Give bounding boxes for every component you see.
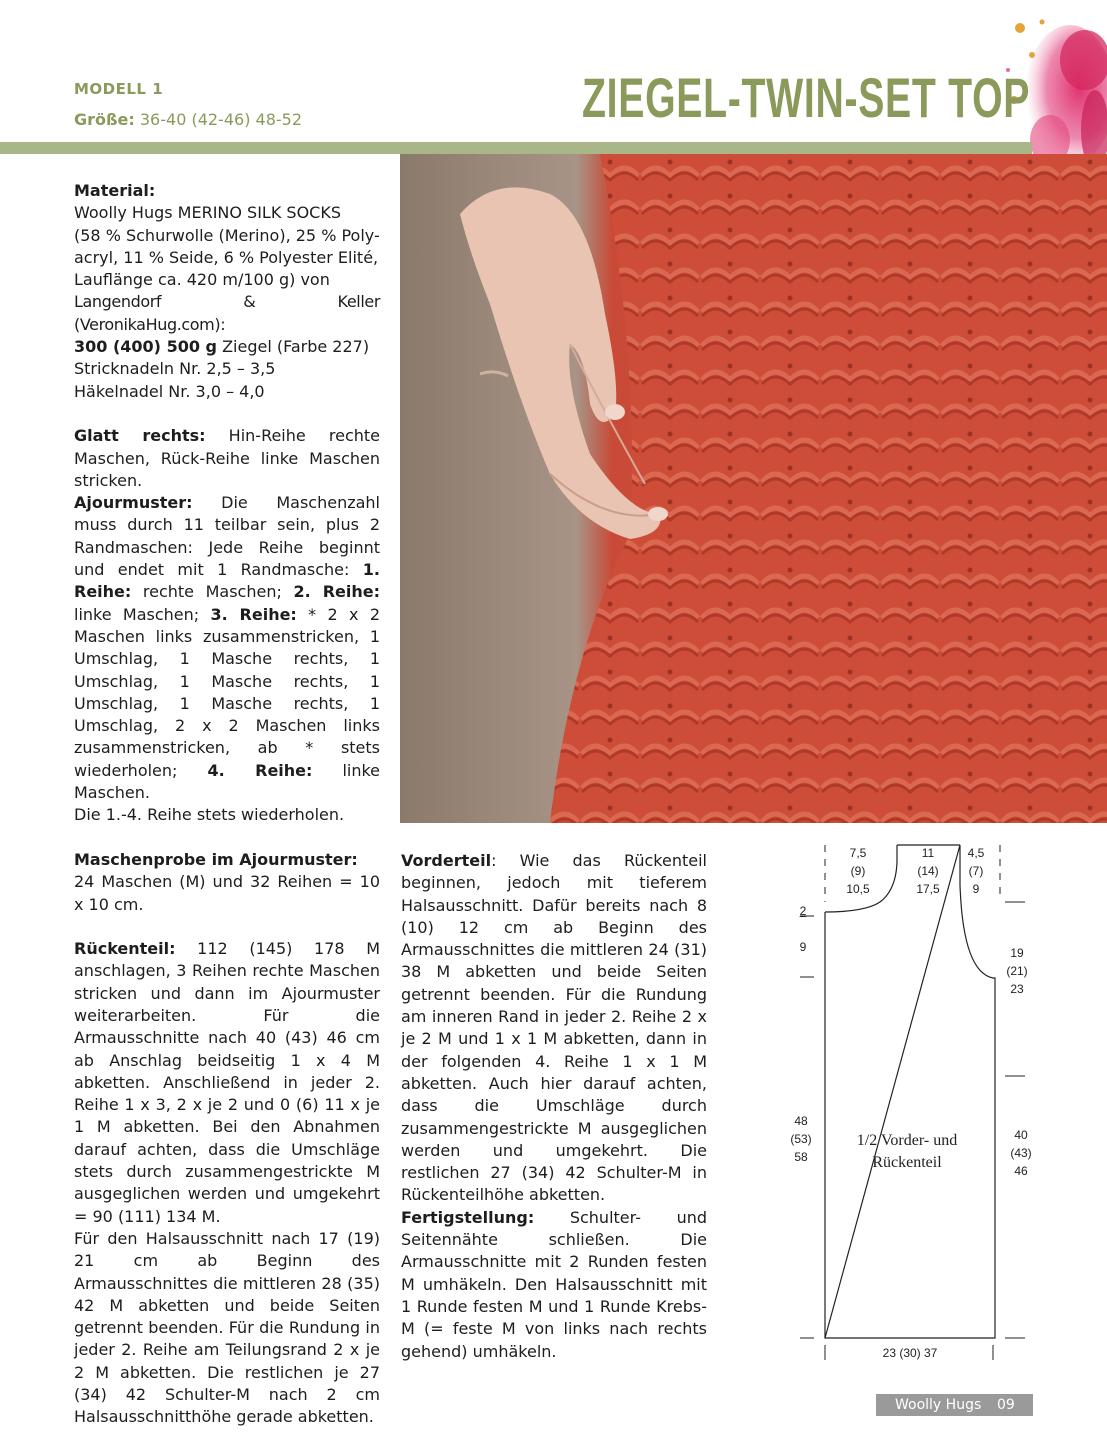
yarn-amount-color: Ziegel (Farbe 227)	[216, 337, 370, 357]
dim-bottom: 23 (30) 37	[882, 1346, 938, 1360]
ajour-heading: Ajourmuster:	[74, 493, 193, 513]
text-column-2	[401, 850, 707, 1363]
row-1-text: rechte Maschen;	[131, 582, 294, 602]
text-column-1	[74, 180, 380, 1429]
dim-right-arm: 19 (21) 23	[1006, 946, 1028, 996]
footer-brand: Woolly Hugs	[895, 1397, 982, 1413]
material-line: Woolly Hugs MERINO SILK SOCKS	[74, 203, 341, 223]
row-4-text: linke Maschen.	[74, 760, 381, 803]
vorder-text: : Wie das Rückenteil beginnen, jedoch mit tieferem Halsausschnitt. Dafür bereits nach 8 (10) 12 cm ab Beginn des Armausschnittes die mittleren 24 (31) 38 M abketten und beide Seiten getrennt beenden. Für die Rundung am inneren Rand in jeder 2. Reihe 2 x je 2 M und 1 x 1 M abketten, dann in der folgenden 4. Reihe 1 x 1 M abketten. Auch hier darauf achten, dass die Umschläge durch zusammengestrickte M ausgeglichen werden und umgekehrt. Die restlichen 27 (34) 42 Schulter-M in Rückenteilhöhe abketten.	[401, 851, 707, 1205]
fertig-text: Schulter- und Seitennähte schließen. Die Armausschnitte mit 2 Runden festen M umhäkeln. Den Halsausschnitt mit 1 Runde festen M und 1 Runde Krebs-M (= feste M von links nach rechts gehend) umhäkeln.	[401, 1207, 707, 1361]
dim-right-side: 40 (43) 46	[1010, 1128, 1032, 1178]
needles: Stricknadeln Nr. 2,5 – 3,5	[74, 359, 276, 379]
yarn-amount	[74, 336, 380, 358]
size-value: 36-40 (42-46) 48-52	[139, 110, 303, 129]
page-title: ZIEGEL-TWIN-SET TOP	[582, 66, 1031, 129]
dim-left-curve: 9	[799, 940, 807, 954]
material-line: Lauflänge ca. 420 m/100 g) von	[74, 270, 330, 290]
probe-text: 24 Maschen (M) und 32 Reihen = 10 x 10 cm.	[74, 872, 380, 914]
row-1-label: 1. Reihe:	[74, 560, 380, 602]
material-line: acryl, 11 % Seide, 6 % Polyester Elité,	[74, 247, 379, 267]
size-line	[74, 110, 302, 129]
dim-top-right: 4,5 (7) 9	[967, 846, 985, 896]
header-rule	[0, 142, 1032, 154]
ruecken-text: 112 (145) 178 M anschlagen, 3 Reihen rechte Maschen stricken und dann im Ajourmuster weiterarbeiten. Für die Armausschnitte nach 40 (43) 46 cm ab Anschlag beidseitig 1 x 4 M abketten. Anschließend in jeder 2. Reihe 1 x 3, 2 x je 2 und 0 (6) 11 x je 1 M abketten. Bei den Abnahmen darauf achten, dass die Umschläge stets durch zusammengestrickte M ausgeglichen werden und umgekehrt = 90 (111) 134 M.	[74, 939, 380, 1226]
yarn-amount-bold: 300 (400) 500 g	[74, 337, 217, 357]
row-2-label: 2. Reihe:	[293, 582, 381, 602]
probe-heading: Maschenprobe im Ajourmuster:	[74, 849, 358, 869]
dim-left-neck: 2	[799, 904, 807, 918]
dim-top-mid: 11 (14) 17,5	[916, 846, 940, 896]
ajour-paragraph	[74, 492, 380, 804]
size-label: Größe:	[74, 110, 135, 129]
glatt-text: Hin-Reihe rechte Maschen, Rück-Reihe linke Maschen stricken.	[74, 426, 381, 490]
ruecken-heading: Rückenteil:	[74, 939, 176, 959]
dim-left-body: 48 (53) 58	[790, 1114, 812, 1164]
vorder-heading: Vorderteil	[401, 851, 492, 870]
row-3-text: * 2 x 2 Maschen links zusammenstricken, 1 Umschlag, 1 Masche rechts, 1 Umschlag, 1 Masche rechts, 1 Umschlag, 1 Masche rechts, 1 Umschlag, 2 x 2 Maschen links zusammenstricken, ab * stets wiederholen;	[74, 604, 380, 780]
row-3-label: 3. Reihe:	[210, 604, 297, 624]
schematic-outline-icon	[780, 840, 1100, 1380]
pattern-schematic	[780, 840, 1100, 1380]
material-line: Langendorf & Keller (VeronikaHug.com):	[74, 292, 380, 334]
ajour-repeat: Die 1.-4. Reihe stets wiederholen.	[74, 805, 345, 825]
fertig-paragraph	[401, 1207, 707, 1363]
ruecken-paragraph	[74, 938, 380, 1228]
hook: Häkelnadel Nr. 3,0 – 4,0	[74, 381, 265, 401]
row-2-text: linke Maschen;	[74, 604, 211, 624]
material-line: (58 % Schurwolle (Merino), 25 % Poly-	[74, 225, 380, 245]
row-4-label: 4. Reihe:	[207, 760, 313, 780]
vorder-paragraph	[401, 850, 707, 1207]
page-number: 09	[997, 1397, 1015, 1413]
glatt-paragraph	[74, 425, 380, 492]
fertig-heading: Fertigstellung:	[401, 1207, 535, 1227]
model-label: MODELL 1	[74, 80, 164, 98]
schematic-title: 1/2 Vorder- und Rückenteil	[856, 1132, 958, 1171]
material-heading: Material:	[74, 181, 156, 200]
ajour-text: Die Maschenzahl muss durch 11 teilbar sein, plus 2 Randmaschen: Jede Reihe beginnt und endet mit 1 Randmasche:	[74, 493, 380, 580]
hals-paragraph: Für den Halsausschnitt nach 17 (19) 21 cm ab Beginn des Armausschnittes die mittleren 28 (35) 42 M abketten und beide Seiten getrennt beenden. Für die Rundung in jeder 2. Reihe am Teilungsrand 2 x je 2 M abketten. Die restlichen je 27 (34) 42 Schulter-M nach 2 cm Halsausschnitthöhe gerade abketten.	[74, 1228, 380, 1427]
knit-texture-icon	[400, 154, 1107, 823]
knitted-lace-photo	[400, 154, 1107, 823]
page-footer	[876, 1394, 1033, 1416]
dim-top-left: 7,5 (9) 10,5	[846, 846, 870, 896]
glatt-heading: Glatt rechts:	[74, 426, 206, 446]
